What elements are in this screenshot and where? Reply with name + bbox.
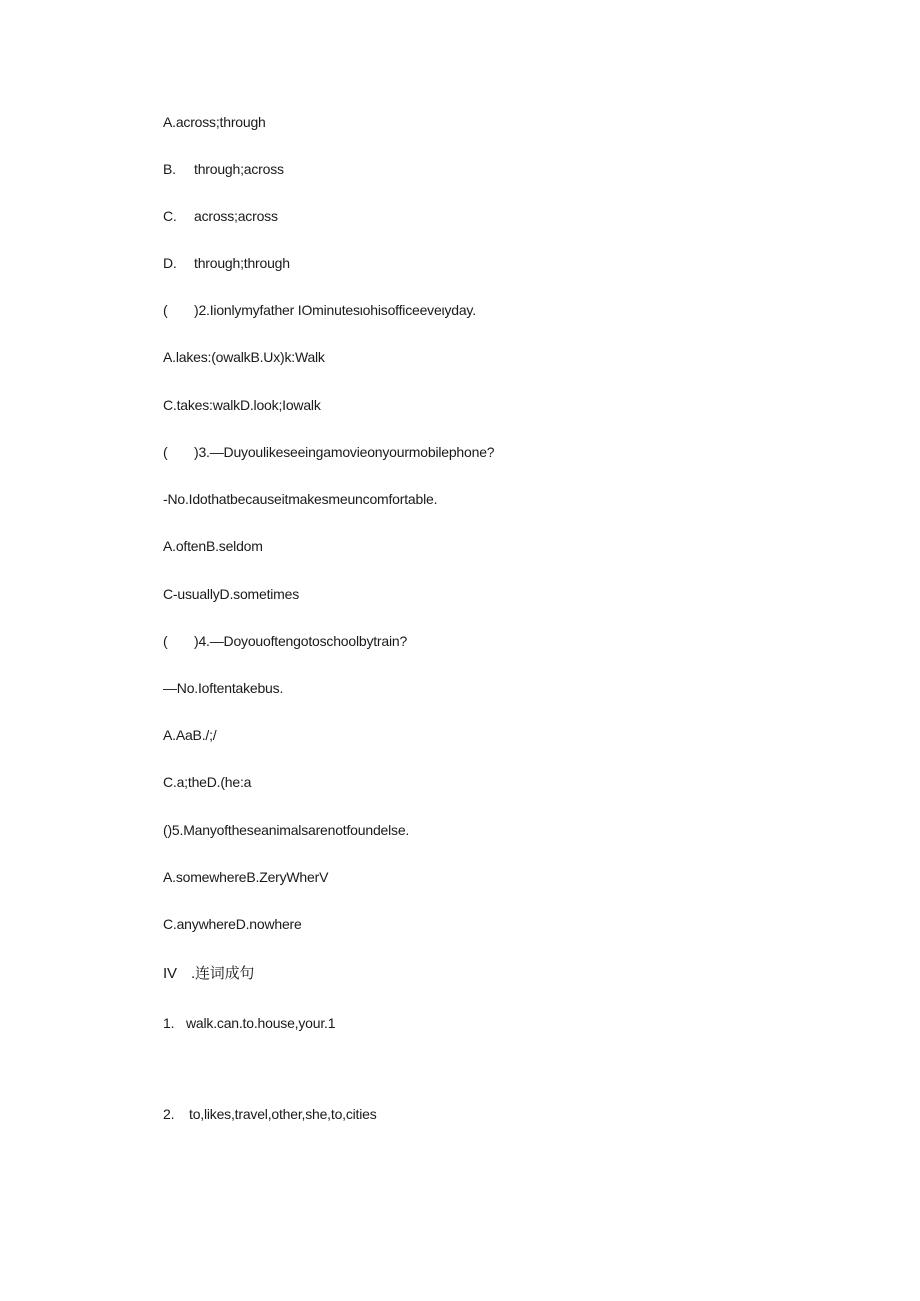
q1-option-b (163, 160, 284, 178)
option-text: through;across (194, 161, 284, 177)
q3-options-cd (163, 585, 299, 603)
q3-answer-line (163, 490, 437, 508)
section-title: .连词成句 (191, 965, 255, 982)
question-text: ()5.Manyoftheseanimalsarenotfoundelse. (163, 822, 410, 838)
section-numeral: IV (163, 965, 177, 982)
scrambled-words: to,likes,travel,other,she,to,cities (189, 1106, 377, 1122)
option-text: C.anywhereD.nowhere (163, 916, 302, 932)
answer-bracket: ( (163, 444, 168, 460)
question-3 (163, 443, 494, 461)
question-4 (163, 632, 407, 650)
q2-options-ab (163, 348, 325, 366)
question-2 (163, 301, 476, 319)
q1-option-d (163, 254, 290, 272)
option-text: across;across (194, 208, 278, 224)
question-text: )4.—Doyouoftengotoschoolbytrain? (194, 633, 408, 649)
q3-options-ab (163, 537, 263, 555)
dialogue-text: —No.Ioftentakebus. (163, 680, 284, 696)
answer-bracket: ( (163, 633, 168, 649)
option-marker: D. (163, 255, 177, 271)
q4-answer-line (163, 679, 283, 697)
answer-bracket: ( (163, 302, 168, 318)
item-number: 1. (163, 1015, 175, 1031)
q5-options-ab (163, 868, 328, 886)
q4-options-ab (163, 726, 216, 744)
question-5 (163, 821, 409, 839)
q5-options-cd (163, 915, 302, 933)
sentence-item-2 (163, 1105, 377, 1123)
option-text: A.somewhereB.ZeryWherV (163, 869, 329, 885)
option-marker: C. (163, 208, 177, 224)
option-text: C.a;theD.(he:a (163, 774, 252, 790)
option-text: A.oftenB.seldom (163, 538, 263, 554)
q2-options-cd (163, 396, 321, 414)
option-text: C.takes:walkD.look;Iowalk (163, 397, 321, 413)
question-text: )3.—Duyoulikeseeingamovieonyourmobilephone? (194, 444, 495, 460)
question-text: )2.Iionlymyfather IOminutesιohisofficeeveιyday. (194, 302, 476, 318)
scrambled-words: walk.can.to.house,your.1 (186, 1015, 336, 1031)
option-text: A.across;through (163, 114, 266, 130)
dialogue-text: -No.Idothatbecauseitmakesmeuncomfortable. (163, 491, 438, 507)
section-heading (163, 965, 254, 983)
option-text: through;through (194, 255, 290, 271)
item-number: 2. (163, 1106, 175, 1122)
option-text: C-usuallyD.sometimes (163, 586, 300, 602)
q1-option-a (163, 113, 266, 131)
option-text: A.lakes:(owalkB.Ux)k:Walk (163, 349, 325, 365)
option-text: A.AaB./;/ (163, 727, 217, 743)
option-marker: B. (163, 161, 176, 177)
q1-option-c (163, 207, 278, 225)
q4-options-cd (163, 773, 251, 791)
sentence-item-1 (163, 1014, 335, 1032)
